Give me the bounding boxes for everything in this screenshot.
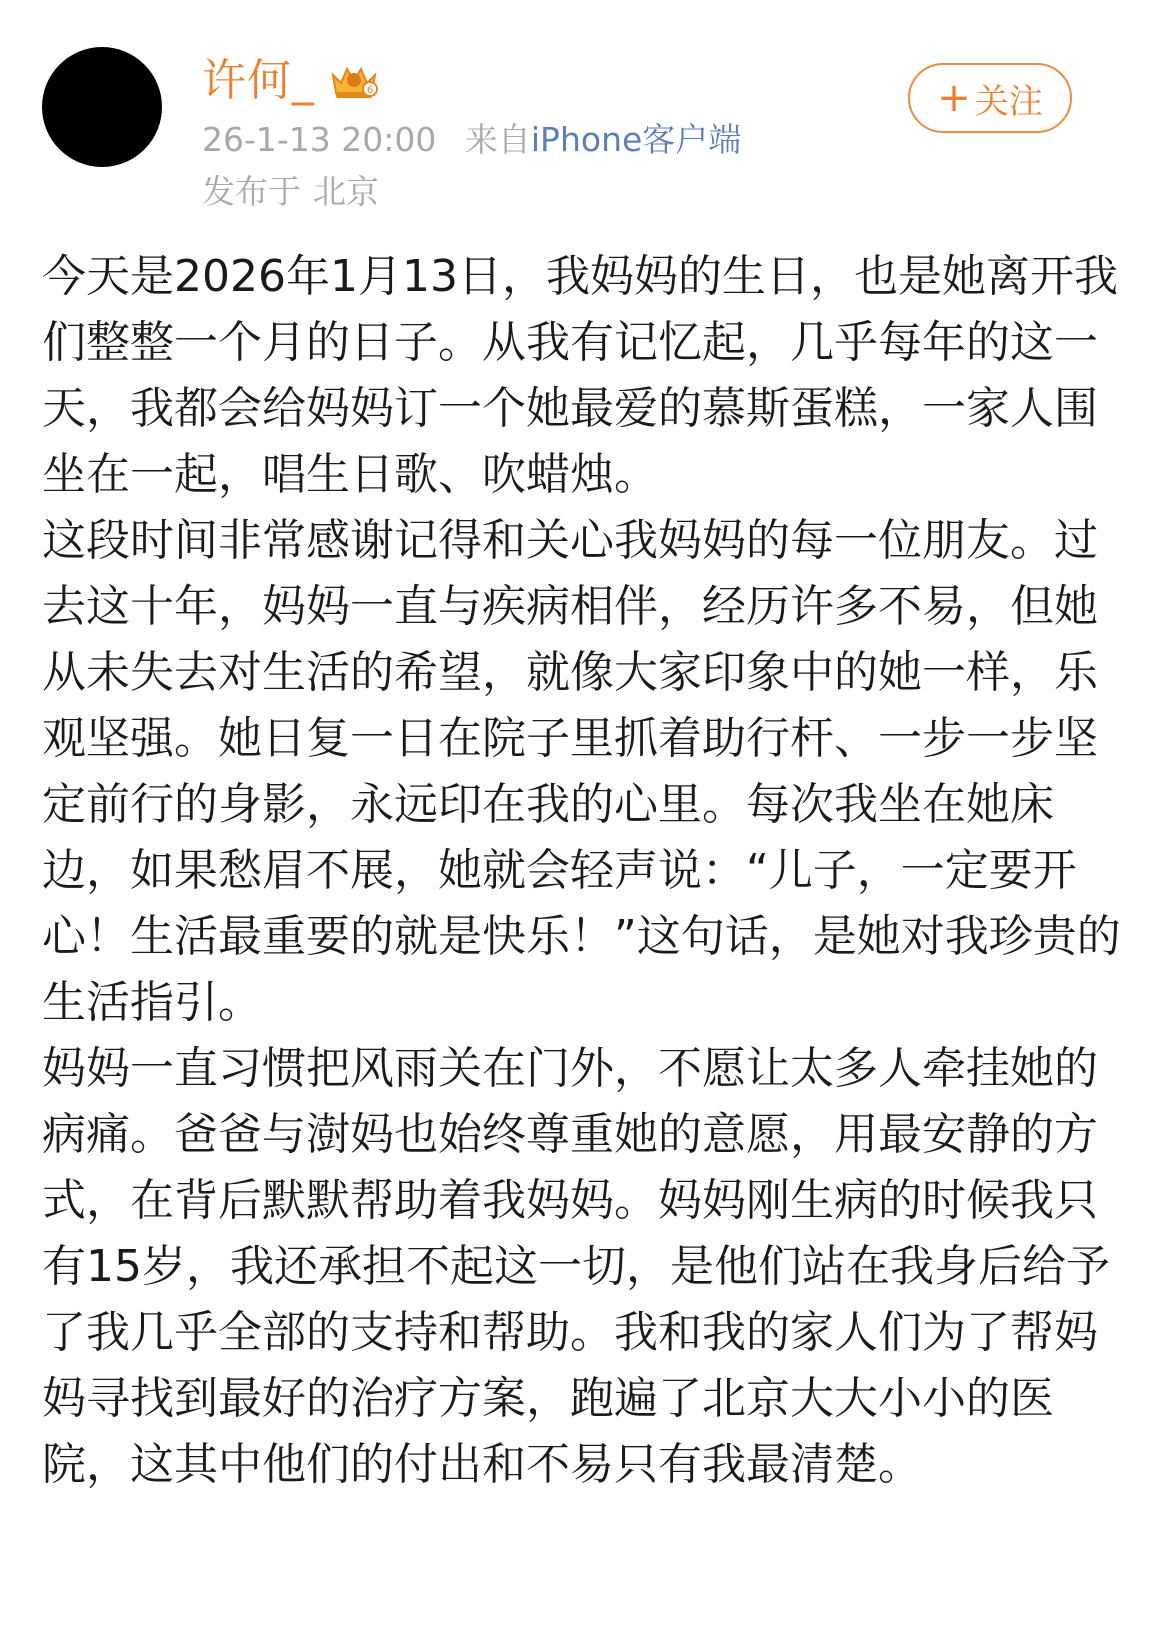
post-meta xyxy=(202,118,741,162)
post-paragraph: 这段时间非常感谢记得和关心我妈妈的每一位朋友。过去这十年，妈妈一直与疾病相伴，经历许多不易，但她从未失去对生活的希望，就像大家印象中的她一样，乐观坚强。她日复一日在院子里抓着助行杆、一步一步坚定前行的身影，永远印在我的心里。每次我坐在她床边，如果愁眉不展，她就会轻声说：“儿子，一定要开心！生活最重要的就是快乐！”这句话，是她对我珍贵的生活指引。 xyxy=(42,515,1121,1028)
source-prefix: 来自 xyxy=(464,120,531,159)
avatar[interactable] xyxy=(42,47,162,167)
author-row xyxy=(202,52,741,110)
follow-button[interactable] xyxy=(908,63,1072,133)
post-content xyxy=(42,244,1134,1498)
source-client-link[interactable]: iPhone客户端 xyxy=(530,120,742,159)
crown-vip-badge-icon[interactable] xyxy=(327,61,381,101)
post-time: 26-1-13 20:00 xyxy=(202,120,437,159)
location-prefix: 发布于 xyxy=(202,172,301,211)
follow-label: 关注 xyxy=(974,81,1043,122)
location-city: 北京 xyxy=(313,172,379,211)
plus-icon: + xyxy=(937,75,971,121)
post-paragraph: 妈妈一直习惯把风雨关在门外，不愿让太多人牵挂她的病痛。爸爸与澍妈也始终尊重她的意愿，用最安静的方式，在背后默默帮助着我妈妈。妈妈刚生病的时候我只有15岁，我还承担不起这一切，是他们站在我身后给予了我几乎全部的支持和帮助。我和我的家人们为了帮妈妈寻找到最好的治疗方案，跑遍了北京大大小小的医院，这其中他们的付出和不易只有我最清楚。 xyxy=(42,1043,1110,1490)
svg-text:6: 6 xyxy=(366,85,374,96)
post-header xyxy=(202,52,741,214)
post-location xyxy=(202,170,741,214)
post-paragraph: 今天是2026年1月13日，我妈妈的生日，也是她离开我们整整一个月的日子。从我有记忆起，几乎每年的这一天，我都会给妈妈订一个她最爱的慕斯蛋糕，一家人围坐在一起，唱生日歌、吹蜡烛。 xyxy=(42,251,1118,500)
username[interactable]: 许何_ xyxy=(202,55,315,106)
